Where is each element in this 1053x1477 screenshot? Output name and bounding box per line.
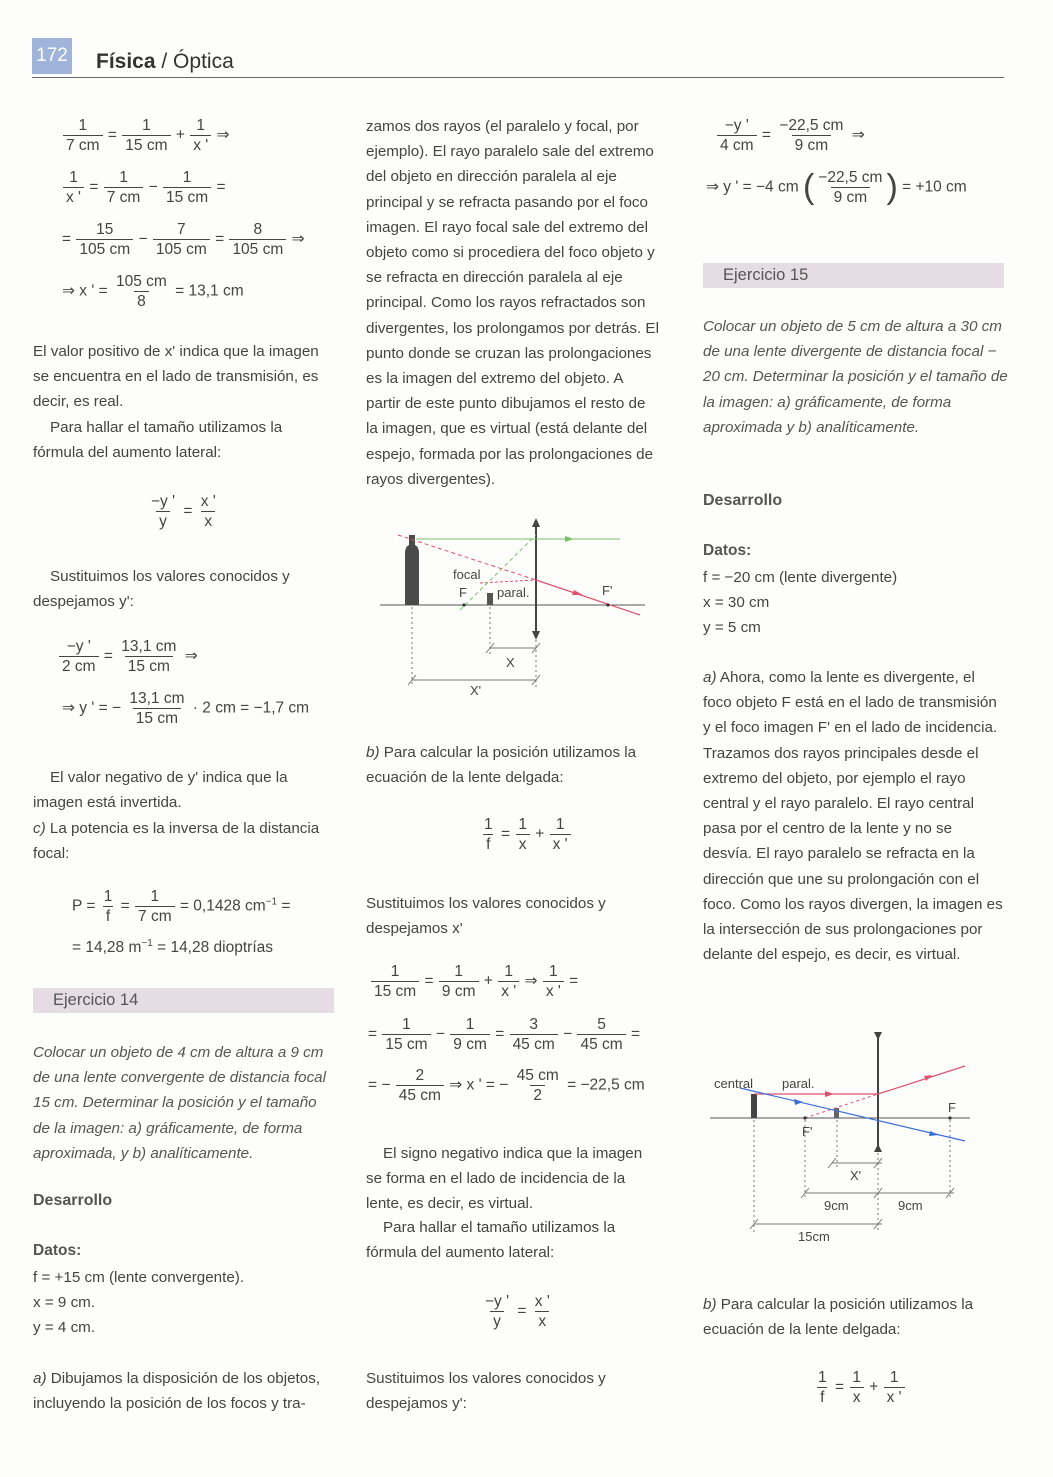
data-f-2: f = −20 cm (lente divergente) [703,569,898,586]
eq-y-substitution-3: $\frac{-y '}{4 cm}$ = $\frac{-22,5 cm}{9 cm}$ ⇒ [716,116,865,155]
exercise-14-heading: Ejercicio 14 [33,988,334,1013]
paragraph-position-b-2: b) Para calcular la posición utilizamos la ecuación de la lente delgada: [703,1296,974,1339]
eq-x-denominator: = $\frac{1}{15 cm}$ − $\frac{1}{9 cm}$ = $\frac{3}{45 cm}$ − $\frac{5}{45 cm}$ = [368,1016,641,1053]
eq-common-denominator: = $\frac{15}{105 cm}$ − $\frac{7}{105 cm}$ = $\frac{8}{105 cm}$ ⇒ [62,221,305,258]
label-9cm-a: 9cm [824,1198,849,1213]
label-X-prime: X' [850,1168,862,1183]
paragraph-divergent: a) Ahora, como la lente es divergente, el foco objeto F está en el lado de transmisión y el foco imagen F' en el lado de incidencia. Trazamos dos rayos principales desde el extremo del objeto, por ejemplo el rayo central y el rayo paralelo. El rayo central pasa por el centro de la lente y no se desvía. El rayo paralelo se refracta en la dirección que une su prolongación con el foco. Como los rayos divergen, la imagen es la intersección de sus prolongaciones por delante del espejo, es decir, es virtual. [703,669,1003,964]
eq-isolate-x: $\frac{1}{x '}$ = $\frac{1}{7 cm}$ − $\frac{1}{15 cm}$ = [62,168,226,207]
exercise-14-statement: Colocar un objeto de 4 cm de altura a 9 cm de una lente convergente de distancia focal 15 cm. Determinar la posición y el tamaño de la imagen: a) gráficamente, de forma aproximada, y b) analíticamente. [33,1044,326,1162]
label-focal: focal [453,567,481,582]
paragraph-power: c) La potencia es la inversa de la distancia focal: [33,820,320,863]
label-central: central [714,1076,754,1091]
label-paral: paral. [782,1076,815,1091]
paragraph-rays-description: zamos dos rayos (el paralelo y focal, por ejemplo). El rayo paralelo sale del extremo del objeto en dirección paralela al eje principal y se refracta pasando por el foco imagen. El rayo focal sale del extremo del objeto como si procediera del foco objeto y se refracta en dirección paralela al eje principal. Como los rayos refractados son divergentes, los prolongamos por detrás. El punto donde se cruzan las prolongaciones es la imagen del extremo del objeto. A partir de este punto dibujamos el resto de la imagen, que es virtual (está delante del espejo, formada por las prolongaciones de rayos divergentes). [366,118,659,488]
label-F-prime: F' [602,583,613,598]
paragraph-graphical-start: a) Dibujamos la disposición de los objetos, incluyendo la posición de los focos y tra- [33,1370,321,1413]
figure-diverging-lens [710,1028,990,1250]
label-15cm: 15cm [798,1229,830,1244]
label-X: X [506,655,515,670]
eq-x-result: = − $\frac{2}{45 cm}$ ⇒ x ' = − $\frac{45 cm}{2}$ = −22,5 cm [368,1067,645,1104]
title-subject: Física [96,50,156,73]
eq-power: P = $\frac{1}{f}$ = $\frac{1}{7 cm}$ = 0,1428 $cm^{-1}$ = [72,888,291,925]
desarrollo-heading: Desarrollo [33,1192,113,1209]
eq-y-substitution: $\frac{-y '}{2 cm}$ = $\frac{13,1 cm}{15 cm}$ ⇒ [58,637,198,676]
paragraph-substitute-x: Sustituimos los valores conocidos y despejamos x' [366,895,606,938]
paragraph-substitute-y-2: Sustituimos los valores conocidos y despejamos y': [366,1370,606,1413]
label-9cm-b: 9cm [898,1198,923,1213]
object [751,1094,757,1118]
paragraph-substitute-y: Sustituimos los valores conocidos y despejamos y': [33,568,290,611]
eq-x-substitution: $\frac{1}{15 cm}$ = $\frac{1}{9 cm}$ + $\frac{1}{x '}$ ⇒ $\frac{1}{x '}$ = [370,962,578,1001]
header-rule [32,77,1004,78]
datos-heading: Datos: [33,1242,82,1259]
page-number: 172 [32,38,72,74]
page-title [96,50,234,74]
eq-lens-substitution: $\frac{1}{7 cm}$ = $\frac{1}{15 cm}$ + $\frac{1}{x '}$ ⇒ [62,116,230,155]
object-bottle [405,535,419,605]
paragraph-size-intro-2: Para hallar el tamaño utilizamos la fórmula del aumento lateral: [366,1219,616,1262]
paragraph-positive-x: El valor positivo de x' indica que la imagen se encuentra en el lado de transmisión, es decir, es real. [33,343,319,411]
image-object [487,593,493,605]
label-F-prime: F' [802,1124,813,1139]
data-x: x = 9 cm. [33,1294,96,1311]
datos-heading-2: Datos: [703,542,752,559]
eq-thin-lens: $\frac{1}{f}$ = $\frac{1}{x}$ + $\frac{1}{x '}$ [480,815,572,854]
data-f: f = +15 cm (lente convergente). [33,1269,245,1286]
label-F: F [948,1100,956,1115]
figure-converging-lens [380,515,650,695]
paragraph-negative-sign: El signo negativo indica que la imagen se forma en el lado de incidencia de la lente, es decir, es virtual. [366,1145,643,1213]
data-y-2: y = 5 cm [703,619,761,636]
label-F: F [459,585,467,600]
eq-x-result: ⇒ x ' = $\frac{105 cm}{8}$ = 13,1 cm [62,273,244,310]
exercise-15-heading: Ejercicio 15 [703,263,1004,288]
label-X-prime: X' [470,683,482,695]
data-y: y = 4 cm. [33,1319,96,1336]
title-topic: / Óptica [155,50,234,73]
eq-dioptres: = 14,28 $m^{-1} = 14,28$ dioptrías [72,938,273,957]
paragraph-size-intro: Para hallar el tamaño utilizamos la fórmula del aumento lateral: [33,419,283,462]
exercise-15-statement: Colocar un objeto de 5 cm de altura a 30 cm de una lente divergente de distancia focal − 20 cm. Determinar la posición y el tamaño de la imagen: a) gráficamente, de forma aproximada y b) analíticamente. [703,318,1008,436]
paragraph-negative-y: El valor negativo de y' indica que la imagen está invertida. [33,769,288,812]
image-object [834,1108,839,1118]
data-x-2: x = 30 cm [703,594,770,611]
paragraph-position-b: b) Para calcular la posición utilizamos la ecuación de la lente delgada: [366,744,637,787]
desarrollo-heading-2: Desarrollo [703,492,783,509]
eq-magnification-2: $\frac{-y '}{y}$ = $\frac{x '}{x}$ [485,1293,550,1330]
label-paral: paral. [497,585,530,600]
eq-thin-lens-2: $\frac{1}{f}$ = $\frac{1}{x}$ + $\frac{1}{x '}$ [814,1368,906,1407]
eq-magnification: $\frac{-y '}{y}$ = $\frac{x '}{x}$ [151,493,216,530]
eq-y-result-3: ⇒ y ' = −4 cm ( $\frac{-22,5 cm}{9 cm}$ ) = +10 cm [706,168,967,206]
eq-y-result: ⇒ y ' = − $\frac{13,1 cm}{15 cm}$ · 2 cm = −1,7 cm [62,690,310,727]
